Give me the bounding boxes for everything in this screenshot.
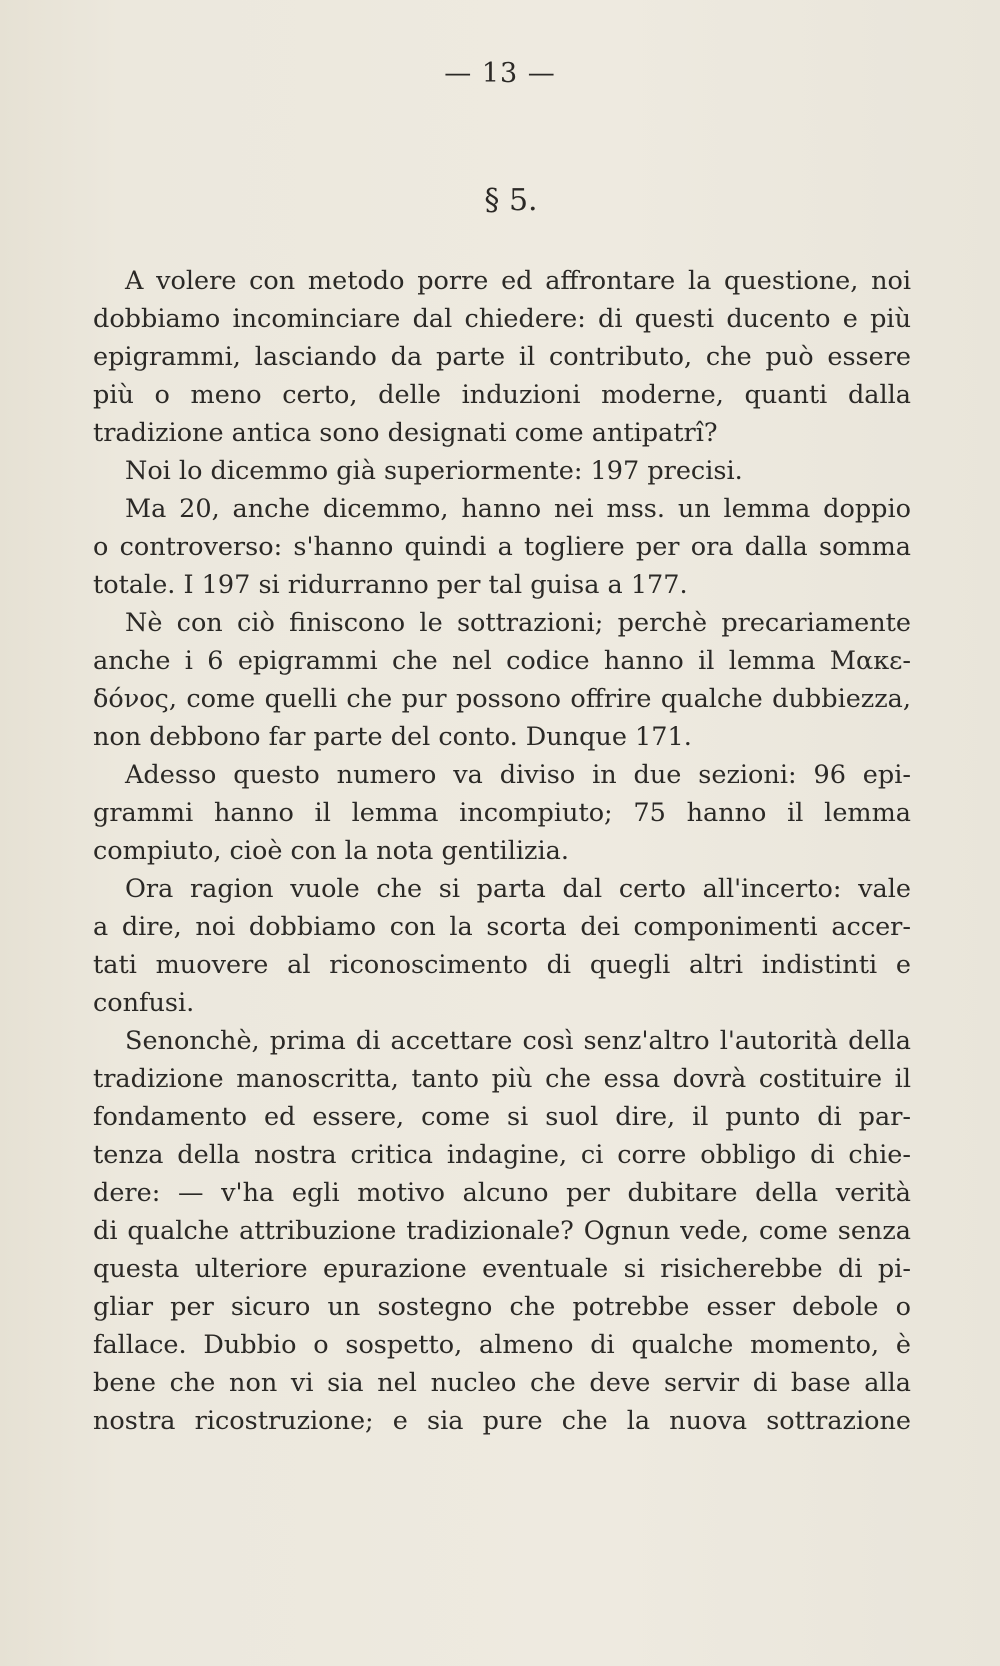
text-line: tenza della nostra critica indagine, ci corre obbligo di chie-	[93, 1140, 911, 1170]
text-line: grammi hanno il lemma incompiuto; 75 hanno il lemma	[93, 798, 911, 828]
text-line: Ora ragion vuole che si parta dal certo all'incerto: vale	[125, 874, 911, 904]
text-line: fondamento ed essere, come si suol dire, il punto di par-	[93, 1102, 911, 1132]
text-line: a dire, noi dobbiamo con la scorta dei componimenti accer-	[93, 912, 911, 942]
text-line: dobbiamo incominciare dal chiedere: di questi ducento e più	[93, 304, 911, 334]
body-text	[93, 262, 911, 1440]
text-line: epigrammi, lasciando da parte il contributo, che può essere	[93, 342, 911, 372]
text-line: dere: — v'ha egli motivo alcuno per dubitare della verità	[93, 1178, 911, 1208]
text-line: Senonchè, prima di accettare così senz'altro l'autorità della	[125, 1026, 911, 1056]
text-line: più o meno certo, delle induzioni moderne, quanti dalla	[93, 380, 911, 410]
text-line: tradizione antica sono designati come antipatrî?	[93, 418, 718, 448]
text-line: gliar per sicuro un sostegno che potrebbe esser debole o	[93, 1292, 911, 1322]
text-line: di qualche attribuzione tradizionale? Ognun vede, come senza	[93, 1216, 911, 1246]
text-line: δόνος, come quelli che pur possono offrire qualche dubbiezza,	[93, 684, 911, 714]
text-line: compiuto, cioè con la nota gentilizia.	[93, 836, 569, 866]
text-line: anche i 6 epigrammi che nel codice hanno il lemma Μακε-	[93, 646, 911, 676]
text-line: tradizione manoscritta, tanto più che essa dovrà costituire il	[93, 1064, 911, 1094]
section-heading: § 5.	[484, 183, 538, 218]
text-line: tati muovere al riconoscimento di quegli altri indistinti e	[93, 950, 911, 980]
text-line: Nè con ciò finiscono le sottrazioni; perchè precariamente	[125, 608, 911, 638]
text-line: o controverso: s'hanno quindi a togliere per ora dalla somma	[93, 532, 911, 562]
text-line: A volere con metodo porre ed affrontare la questione, noi	[125, 266, 911, 296]
text-line: fallace. Dubbio o sospetto, almeno di qualche momento, è	[93, 1330, 911, 1360]
text-line: non debbono far parte del conto. Dunque 171.	[93, 722, 692, 752]
page-number: — 13 —	[444, 58, 556, 89]
text-line: Noi lo dicemmo già superiormente: 197 precisi.	[125, 456, 743, 486]
text-line: totale. I 197 si ridurranno per tal guisa a 177.	[93, 570, 688, 600]
text-line: bene che non vi sia nel nucleo che deve servir di base alla	[93, 1368, 911, 1398]
text-line: questa ulteriore epurazione eventuale si risicherebbe di pi-	[93, 1254, 911, 1284]
text-line: Adesso questo numero va diviso in due sezioni: 96 epi-	[125, 760, 911, 790]
text-line: confusi.	[93, 988, 195, 1018]
text-line: Ma 20, anche dicemmo, hanno nei mss. un lemma doppio	[125, 494, 911, 524]
text-line: nostra ricostruzione; e sia pure che la nuova sottrazione	[93, 1406, 911, 1436]
